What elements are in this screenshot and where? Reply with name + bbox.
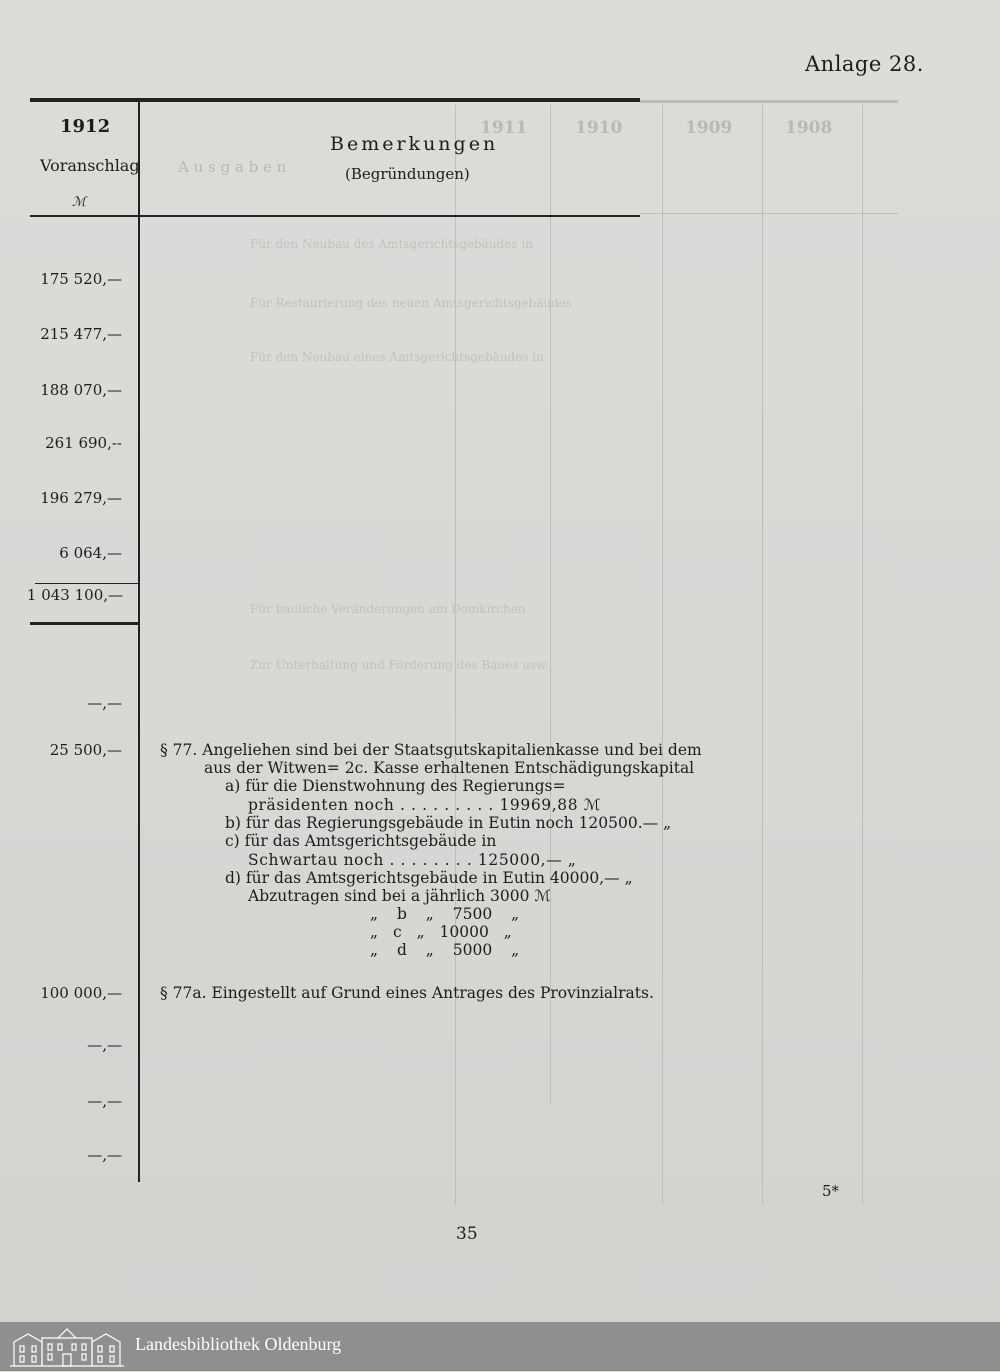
amount-cell: —,—: [87, 1092, 122, 1110]
amount-cell: 100 000,—: [40, 984, 122, 1002]
bleed-text-4: Für bauliche Veränderungen am Domkirchen: [250, 602, 526, 616]
bleed-year-1910: 1910: [575, 118, 623, 138]
amount-cell: 261 690,--: [45, 434, 122, 452]
paragraph-77-item-a-amount: präsidenten noch . . . . . . . . . 19969,88 ℳ: [248, 796, 601, 814]
paragraph-77-item-b: b) für das Regierungsgebäude in Eutin noch 120500.— „: [225, 814, 672, 832]
bleed-text-2: Für Restaurierung des neuen Amtsgerichtsgebäudes: [250, 296, 573, 310]
bleed-text-5: Zur Unterhaltung und Förderung des Baues usw.: [250, 658, 549, 672]
sum-rule: [35, 583, 138, 584]
page-number: 35: [456, 1224, 478, 1244]
paragraph-77a: § 77a. Eingestellt auf Grund eines Antrages des Provinzialrats.: [160, 984, 654, 1002]
bleed-column-line: [762, 105, 763, 1205]
bleed-year-1911: 1911: [480, 118, 528, 138]
paragraph-77-item-a: a) für die Dienstwohnung des Regierungs=: [225, 777, 566, 795]
bleed-year-1908: 1908: [785, 118, 833, 138]
library-name: Landesbibliothek Oldenburg: [135, 1334, 342, 1354]
header-bottom-rule: [30, 215, 640, 217]
amount-cell: —,—: [87, 694, 122, 712]
begruendungen-heading: (Begründungen): [345, 165, 470, 183]
total-double-rule: [30, 622, 138, 625]
sheet-signature: 5*: [822, 1182, 840, 1200]
bleed-ausgaben: A u s g a b e n: [178, 158, 287, 176]
amount-cell: 175 520,—: [40, 270, 122, 288]
table-top-rule: [30, 98, 640, 102]
amount-cell: 25 500,—: [49, 741, 122, 759]
bleed-year-1909: 1909: [685, 118, 733, 138]
bleed-text-1: Für den Neubau des Amtsgerichtsgebäudes in: [250, 237, 533, 251]
year-heading: 1912: [60, 116, 111, 137]
library-footer: [0, 1322, 1000, 1371]
amount-cell: —,—: [87, 1036, 122, 1054]
amount-cell: 196 279,—: [40, 489, 122, 507]
paragraph-77-item-d: d) für das Amtsgerichtsgebäude in Eutin 40000,— „: [225, 869, 633, 887]
bleed-column-line: [455, 105, 456, 1205]
paragraph-77-line: § 77. Angeliehen sind bei der Staatsgutskapitalienkasse und bei dem: [160, 741, 702, 759]
amount-cell: 215 477,—: [40, 325, 122, 343]
amount-cell: —,—: [87, 1146, 122, 1164]
repayment-line: „ b „ 7500 „: [370, 905, 520, 923]
repayment-line: Abzutragen sind bei a jährlich 3000 ℳ: [248, 887, 551, 905]
paragraph-77-item-c-amount: Schwartau noch . . . . . . . . 125000,— „: [248, 851, 577, 869]
bleed-column-line: [862, 105, 863, 1205]
appendix-label: Anlage 28.: [805, 52, 924, 76]
amount-total: 1 043 100,—: [26, 586, 123, 604]
paragraph-77-line: aus der Witwen= 2c. Kasse erhaltenen Entschädigungskapital: [204, 759, 695, 777]
amount-cell: 6 064,—: [59, 544, 122, 562]
paragraph-77-item-c: c) für das Amtsgerichtsgebäude in: [225, 832, 497, 850]
bleed-column-line: [550, 105, 551, 1105]
bemerkungen-heading: Bemerkungen: [330, 133, 499, 155]
repayment-line: „ c „ 10000 „: [370, 923, 512, 941]
bleed-text-3: Für den Neubau eines Amtsgerichtsgebäudes in: [250, 350, 544, 364]
mark-unit-heading: ℳ: [72, 195, 86, 210]
bleed-rule-header: [640, 213, 898, 214]
library-building-icon: [8, 1326, 126, 1372]
bleed-rule-top: [640, 100, 898, 103]
voranschlag-heading: Voranschlag: [40, 156, 140, 175]
column-divider: [138, 102, 140, 1182]
bleed-column-line: [662, 105, 663, 1205]
repayment-line: „ d „ 5000 „: [370, 941, 520, 959]
amount-cell: 188 070,—: [40, 381, 122, 399]
